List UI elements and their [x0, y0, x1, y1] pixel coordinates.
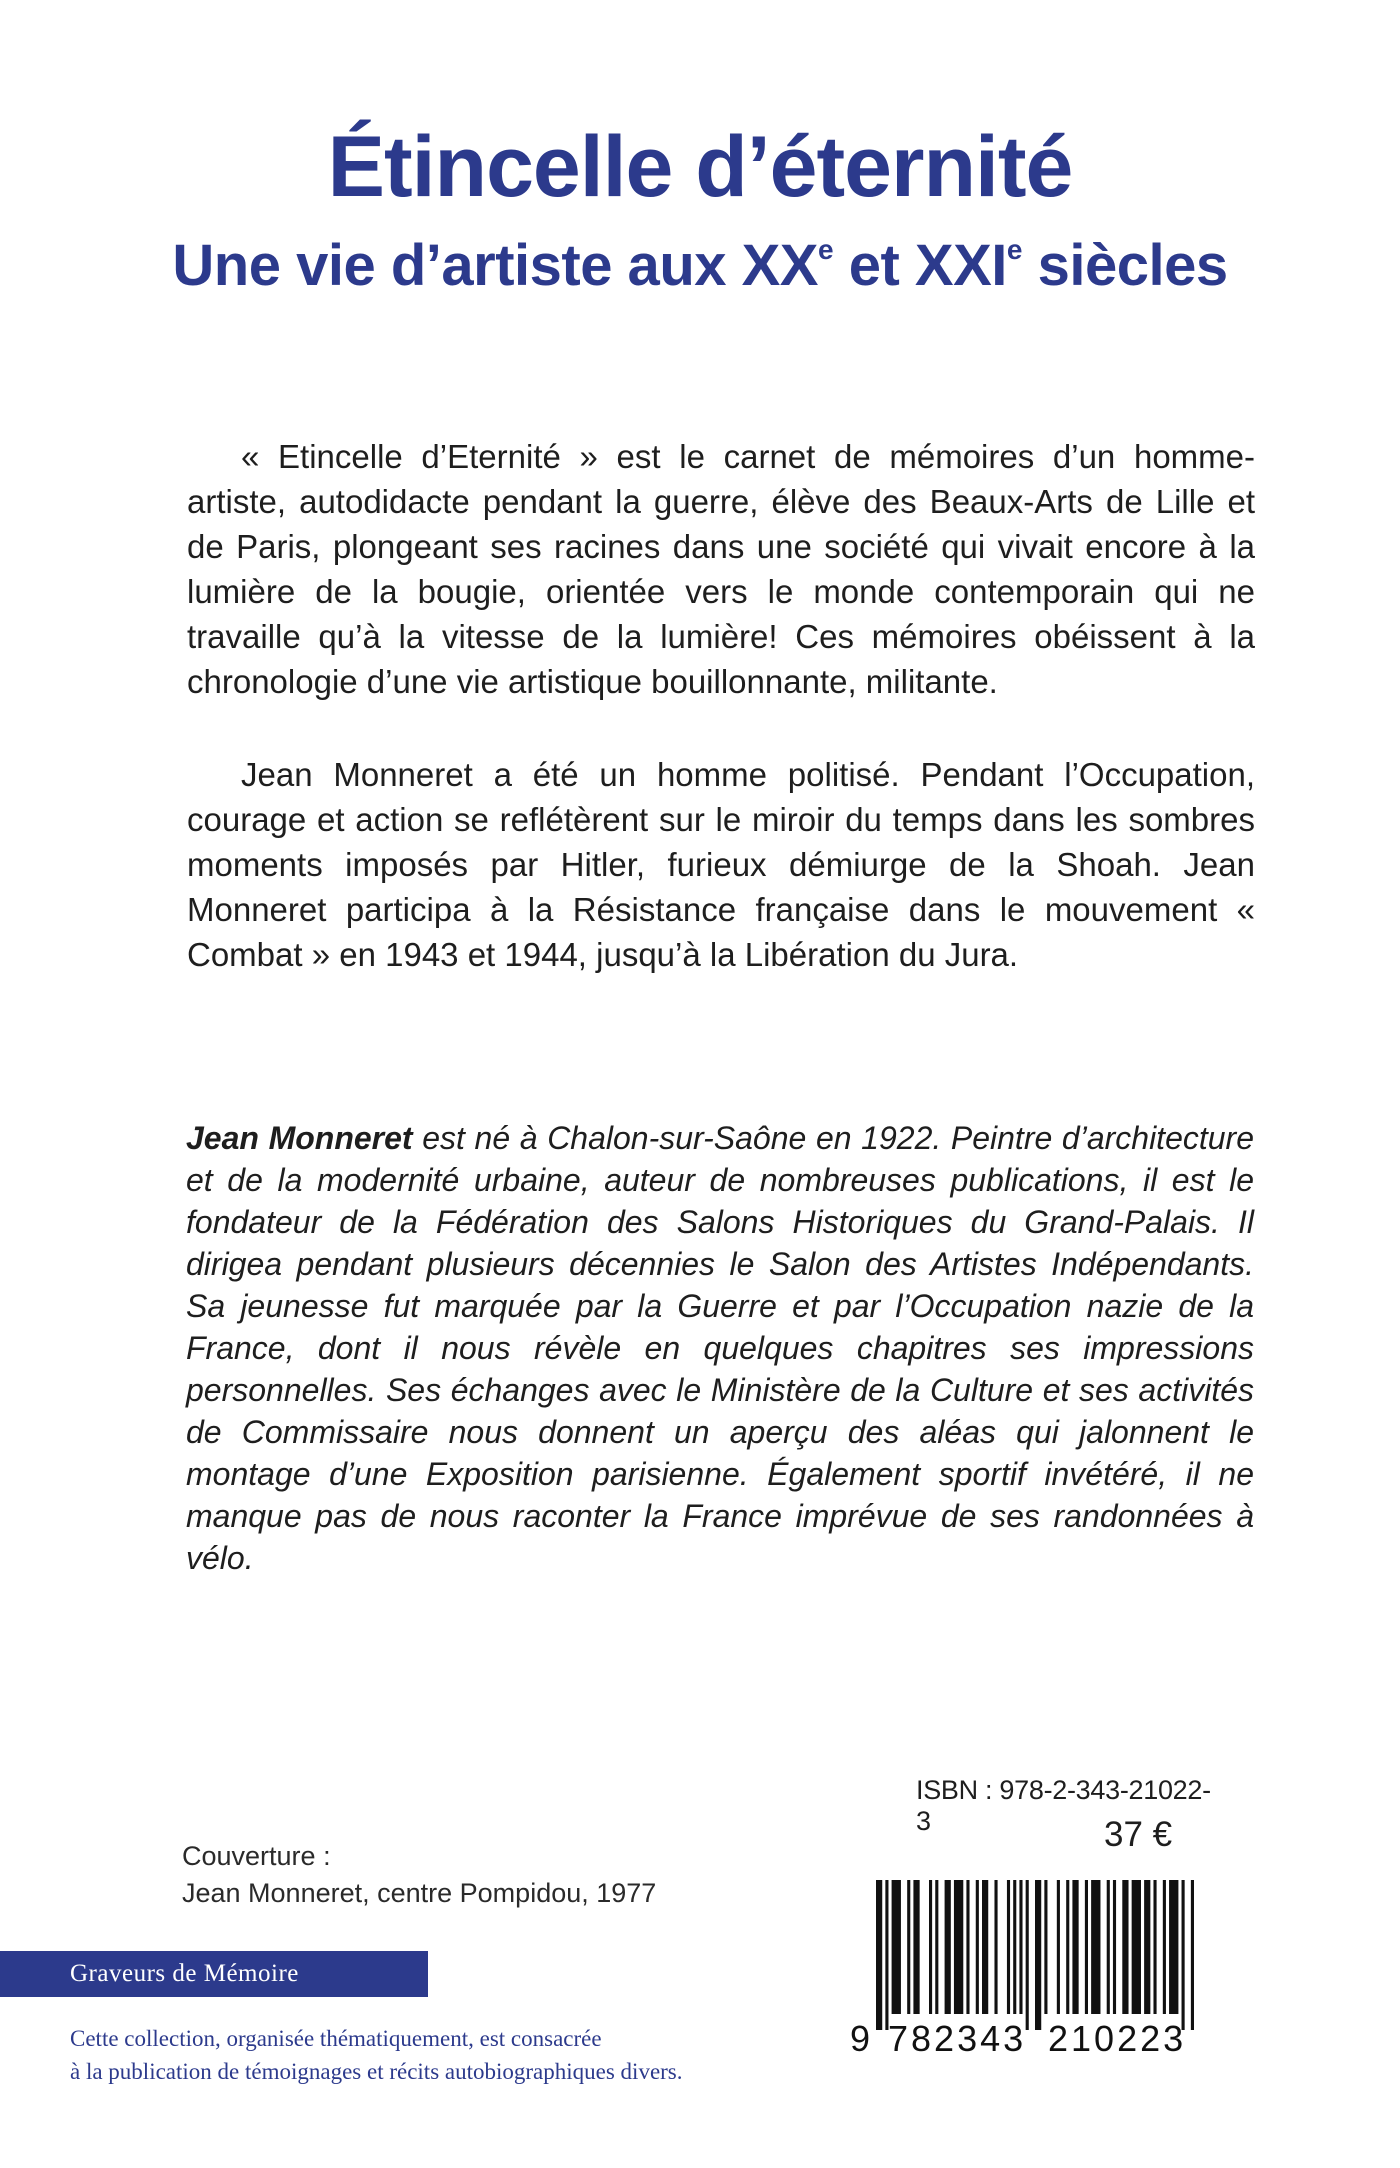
cover-credit-label: Couverture : — [182, 1841, 331, 1871]
collection-description — [70, 2022, 770, 2088]
barcode-bar — [966, 1880, 969, 2014]
author-bio-text: est né à Chalon-sur-Saône en 1922. Peintre d’architecture et de la modernité urbaine, auteur de nombreuses publications, il est le fondateur de la Fédération des Salons Historiques du Grand-Palais. Il dirigea pendant plusieurs décennies le Salon des Artistes Indépendants. Sa jeunesse fut marquée par la Guerre et par l’Occupation nazie de la France, dont il nous révèle en quelques chapitres ses impressions personnelles. Ses échanges avec le Ministère de la Culture et ses activités de Commissaire nous donnent un aperçu des aléas qui jalonnent le montage d’une Exposition parisienne. Également sportif invétéré, il ne manque pas de nous raconter la France imprévue de ses randonnées à vélo. — [186, 1120, 1255, 1576]
barcode-bar — [1007, 1880, 1010, 2014]
barcode-bar — [1057, 1880, 1060, 2014]
book-subtitle — [0, 232, 1400, 299]
barcode-bar — [945, 1880, 951, 2014]
barcode-bar — [892, 1880, 901, 2014]
barcode-bar — [1044, 1880, 1047, 2014]
barcode-bar — [1013, 1880, 1016, 2014]
book-title: Étincelle d’éternité — [327, 119, 1073, 215]
subtitle-part-1: Une vie d’artiste aux XX — [172, 233, 818, 298]
barcode-bars — [876, 1880, 1194, 2030]
barcode-bar — [954, 1880, 963, 2014]
blurb-paragraph-2: Jean Monneret a été un homme politisé. Pendant l’Occupation, courage et action se reflétèrent sur le miroir du temps dans les sombres moments imposés par Hitler, furieux démiurge de la Shoah. Jean Monneret participa à la Résistance française dans le mouvement « Combat » en 1943 et 1944, jusqu’à la Libération du Jura. — [187, 756, 1255, 973]
barcode-bar — [1169, 1880, 1178, 2014]
subtitle-sup-1: e — [818, 234, 834, 265]
barcode-bar — [1122, 1880, 1128, 2014]
barcode-digits-right: 210223 — [1048, 2018, 1187, 2059]
barcode-bar — [913, 1880, 919, 2014]
barcode-digits-left: 782343 — [888, 2018, 1027, 2059]
cover-credit-text: Jean Monneret, centre Pompidou, 1977 — [182, 1878, 657, 1908]
barcode-bar — [994, 1880, 997, 2014]
barcode-bar — [1153, 1880, 1156, 2014]
collection-description-line-1: Cette collection, organisée thématiquement, est consacrée — [70, 2026, 602, 2051]
barcode-bar — [935, 1880, 938, 2014]
barcode-digits — [850, 2018, 1220, 2062]
barcode-bar — [1182, 1880, 1185, 2030]
subtitle-part-3: siècles — [1021, 233, 1228, 298]
author-bio — [186, 1117, 1254, 1579]
barcode-bar — [976, 1880, 979, 2014]
blurb-paragraph-1: « Etincelle d’Eternité » est le carnet de mémoires d’un homme-artiste, autodidacte pendant la guerre, élève des Beaux-Arts de Lille et de Paris, plongeant ses racines dans une société qui vivait encore à la lumière de la bougie, orientée vers le monde contemporain qui ne travaille qu’à la vitesse de la lumière! Ces mémoires obéissent à la chronologie d’une vie artistique bouillonnante, militante. — [187, 438, 1255, 700]
barcode-bar — [1191, 1880, 1194, 2030]
collection-name-band: Graveurs de Mémoire — [0, 1951, 428, 1997]
barcode-bar — [1026, 1880, 1029, 2030]
isbn-label: ISBN : 978-2-343-21022-3 — [916, 1775, 1211, 1836]
barcode-bar — [1113, 1880, 1116, 2014]
price-label: 37 € — [1104, 1815, 1173, 1854]
barcode-bar — [1035, 1880, 1041, 2030]
author-name: Jean Monneret — [186, 1120, 413, 1156]
subtitle-sup-2: e — [1006, 234, 1022, 265]
barcode-bar — [1144, 1880, 1150, 2014]
barcode-bar — [1072, 1880, 1078, 2014]
barcode — [876, 1880, 1194, 2030]
barcode-bar — [1085, 1880, 1088, 2014]
barcode-bar — [982, 1880, 988, 2014]
barcode-bar — [1107, 1880, 1110, 2014]
barcode-bar — [929, 1880, 932, 2014]
subtitle-part-2: et XXI — [833, 233, 1007, 298]
barcode-bar — [876, 1880, 882, 2030]
barcode-bar — [1019, 1880, 1022, 2014]
barcode-bar — [907, 1880, 910, 2014]
barcode-bar — [1091, 1880, 1100, 2014]
barcode-bar — [1066, 1880, 1069, 2014]
collection-description-line-2: à la publication de témoignages et récits autobiographiques divers. — [70, 2059, 683, 2084]
barcode-bar — [885, 1880, 888, 2030]
barcode-bar — [1163, 1880, 1166, 2014]
barcode-bar — [1132, 1880, 1141, 2014]
barcode-digit-first: 9 — [850, 2018, 871, 2059]
